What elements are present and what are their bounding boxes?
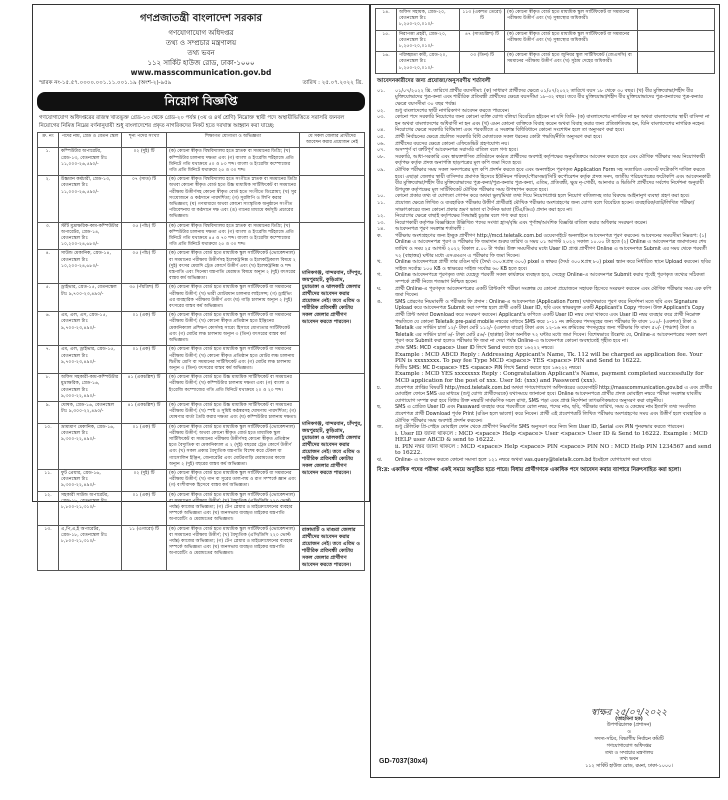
row-post: এ,পি,এ,ই অপারেটর, গ্রেড-১৮, বেতনস্কেল টাঃ ৮,৮০০-২১,৩১০/- <box>59 525 122 570</box>
condition-text: Example : MCD YES xxxxxxxx Reply : Congratulation Applicant's Name, payment completed successfully for MCD application for the post of xxx. User Id: (xxx) and Password (xxx). <box>395 371 704 384</box>
row-count: ০২ (দুই) টি <box>122 469 167 491</box>
department-name: গণযোগাযোগ অধিদপ্তর <box>168 29 234 37</box>
condition-item <box>377 259 713 272</box>
signatory-name: (তাহমিনা হক) <box>615 716 643 722</box>
condition-text: SMS এ প্রেরিত User ID এবং Passward ব্যবহার করে পরবর্তীতে রোল নম্বর, পদের নাম, ছবি, পরীক্ষার তারিখ, সময় ও কেন্দ্রের নাম ইত্যাদি তথ্য সংবলিত প্রবেশপত্র প্রার্থী Download পূর্বক Print (রঙিন হলে ভালো) করে নিবেন। প্রার্থী এই প্রবেশপত্রটি লিখিত পরীক্ষায় অংশগ্রহণের সময় এবং উত্তীর্ণ হলে ব্যবহারিক ও মৌখিক পরীক্ষার সময় অবশ্যই প্রদর্শন করবেন। <box>395 404 707 424</box>
row-serial: ৪. <box>38 250 59 284</box>
row-serial: ১০. <box>38 423 59 469</box>
condition-text: কোনো পদে সরকারি নিয়োগের জন্য কোনো ব্যক্তি যোগ্য বলিয়া বিবেচিত হইবেন না যদি তিনি- (ক) বাংলাদেশের নাগরিক না হন অথবা বাংলাদেশের স্থায়ী বাসিন্দা না হন অথবা বাংলাদেশের অধিবাসী না হন এবং (খ) এমন কোনো ব্যক্তিকে বিবাহ করেন অথবা বিবাহ করার জন্য প্রতিশ্রুতিবদ্ধ হন, যিনি বাংলাদেশের নাগরিক নহেন। <box>395 114 710 127</box>
condition-number: চ. <box>377 384 382 391</box>
row-serial: ১৬. <box>376 52 397 74</box>
building-name: তথ্য ভবন <box>187 49 215 57</box>
condition-number: ঙ. <box>377 298 383 305</box>
condition-text: সরকারি, আধা-সরকারি এবং স্বায়ত্তশাসিত প্রতিষ্ঠানে কর্মরত প্রার্থীদের অবশ্যই কর্তৃপক্ষের অনুমতিক্রমে আবেদন করতে হবে এবং মৌখিক পরীক্ষার সময় নিয়োগকারী কর্তৃপক্ষ কর্তৃক প্রদত্ত অনাপত্তি ছাড়পত্রের মূল কপি জমা দিতে হবে। <box>395 153 705 167</box>
condition-number: ১২. <box>377 213 385 220</box>
row-count: ০৩ (তিন) টি <box>460 52 505 74</box>
row-post: ভ্রাম্যমাণ মেকানিক, গ্রেড-১৬, বেতনস্কেল টাঃ ৯,৩০০-২২,৪৯০/- <box>59 423 122 469</box>
table-row <box>38 176 365 222</box>
table-row <box>38 525 365 570</box>
gd-code: GD-7037(30x4) <box>379 758 428 765</box>
website-url: www.masscommunication.gov.bd <box>130 68 272 77</box>
condition-number <box>377 345 395 352</box>
row-serial: ৯. <box>38 401 59 423</box>
row-post: ফুট প্রেয়ার, গ্রেড-১৬, বেতনস্কেল টাঃ ৯,৩০০-২২,৪৯০/- <box>59 469 122 491</box>
ministry-name: তথ্য ও সম্প্রচার মন্ত্রণালয় <box>165 39 237 47</box>
condition-text: Online আবেদনপত্রে পূরণকৃত তথ্য যেহেতু পরবর্তী সকল কার্যক্রমে ব্যবহৃত হবে, সেহেতু Online-এ আবেদনপত্র Submit করার পূর্বেই পূরণকৃত তথ্যের সঠিকতা সম্পর্কে প্রার্থী নিজে শতভাগ নিশ্চিত হবেন। <box>395 272 705 286</box>
condition-number: ১৩. <box>377 219 385 226</box>
row-count: ০১ (এক) টি <box>122 491 167 525</box>
table-row <box>376 52 715 74</box>
condition-item <box>377 167 713 193</box>
condition-number: ঝ. <box>377 457 383 464</box>
condition-item <box>377 88 713 108</box>
condition-number: ০৫. <box>377 133 385 140</box>
row-count: ৪১ (একচল্লিশ) টি <box>122 374 167 402</box>
condition-text: নিয়োগকারী কর্তৃপক্ষ বিজ্ঞপ্তিতে উল্লিখিত পদের সংখ্যা হ্রাস/বৃদ্ধি এবং পূর্ণাঙ্গ/আংশিক বিজ্ঞপ্তি বাতিল করার অধিকার সংরক্ষণ করেন। <box>395 219 648 226</box>
row-qualification: (ক) কোনো স্বীকৃত বিশ্ববিদ্যালয় হতে স্নাতক বা সমমানের ডিগ্রি; (খ) কম্পিউটার চালনায় দক্ষতা এবং (গ) বাংলা ও ইংরেজি শর্টহ্যান্ডে প্রতি মিনিটে গতি যথাক্রমে ৫০ ও ৮০ শব্দ। বাংলা ও ইংরেজি কম্পোজের গতি প্রতি মিনিটে যথাক্রমে ২৫ ও ৩০ শব্দ। <box>167 148 300 176</box>
row-post: ঘোষক, গ্রেড-১৬, বেতনস্কেল টাঃ ৯,৩০০-২২,৪৯০/- <box>59 401 122 423</box>
row-post: স্টাঁট মুদ্রাক্ষরিক-কাম-কম্পিউটার অপারেটর, গ্রেড-১৪, বেতনস্কেল টাঃ ১০,২০০-২৪,৬৮০/- <box>59 222 122 250</box>
condition-item <box>377 147 713 154</box>
row-empty-cell <box>638 30 715 52</box>
condition-number: ঘ. <box>377 285 382 292</box>
row-excluded-districts: মানিকগঞ্জ, বান্দরবান, চাঁদপুর, জয়পুরহাট, কুড়িগ্রাম, চুয়াডাঙ্গা ও ঝালকাঠি জেলার প্রার্থীদের আবেদন করার প্রয়োজন নেই। তবে এতিম ও শারীরিক প্রতিবন্ধী কোটায় সকল জেলার প্রার্থীগণ আবেদন করতে পারবেন। <box>300 222 365 373</box>
condition-number: ০৩. <box>377 114 385 121</box>
row-qualification: (ক) কোনো স্বীকৃত বোর্ড হতে মাধ্যমিক স্কুল সার্টিফিকেট বা সমমানের পরীক্ষায় উত্তীর্ণ; (খ) কোনো স্বীকৃত প্রতিষ্ঠান হতে ইঞ্জিনের মেকানিক্যাল প্রশিক্ষণ কোর্সসহ সারেং হিসাবে যোগ্যতার সার্টিফিকেট এবং (গ) মোটর লঞ্চ চালনায় অন্যূন ৩ (তিন) বৎসরের বাস্তব কর্ম অভিজ্ঞতা। <box>167 312 300 346</box>
condition-item <box>377 286 713 299</box>
condition-text: প্রথম SMS: MCD <space> User ID লিখে Send করতে হবে ১৬২২২ নম্বরে। <box>395 344 554 351</box>
table-header-row <box>38 133 365 148</box>
signatory-and: ও <box>627 730 631 736</box>
signature-scribble: স্বাক্ষর ২৫/০৭/২০২২ <box>590 707 668 718</box>
condition-number: খ. <box>377 259 382 266</box>
condition-number <box>377 371 395 384</box>
row-count: ০২ (দুই) টি <box>122 148 167 176</box>
row-count: ০৭ (সাত) টি <box>122 176 167 222</box>
row-serial: ৬. <box>38 312 59 346</box>
condition-item <box>377 385 713 405</box>
condition-item <box>377 404 713 424</box>
signatory-dept: গণযোগাযোগ অধিদপ্তর <box>606 743 652 749</box>
row-qualification: (ক) কোনো স্বীকৃত বোর্ড হতে জুনিয়র স্কুল সার্টিফিকেট (জেএসসি) বা সমমানের পরীক্ষায় উত্তীর্ণ এবং (খ) সুঠাম দেহের অধিকারী। <box>505 52 638 74</box>
condition-number: ১৪. <box>377 226 385 233</box>
condition-item <box>377 154 713 167</box>
signatory-address: ১১২ সার্কিট হাউজ রোড, রমনা, ঢাকা-১০০০। <box>585 764 673 770</box>
notice-right-column <box>370 4 720 778</box>
condition-text: i. User ID জানা থাকলে : MCD <space> Help <space> User <space> User ID & Send to 16222. Example : MCD HELP user ABCD & send to 16222. <box>395 430 708 444</box>
condition-item <box>377 127 713 134</box>
row-count: ১১৩ (একশত তেরো) টি <box>460 9 505 31</box>
row-excluded-districts: মানিকগঞ্জ, বান্দরবান, চাঁদপুর, জয়পুরহাট, কুড়িগ্রাম, চুয়াডাঙ্গা ও ঝালকাঠি জেলার প্রার্থীদের আবেদন করার প্রয়োজন নেই। তবে এতিম ও শারীরিক প্রতিবন্ধী কোটায় সকল জেলার প্রার্থীগণ আবেদন করতে পারবেন। <box>300 374 365 525</box>
row-qualification: (ক) কোনো স্বীকৃত বোর্ড হতে মাধ্যমিক স্কুল সার্টিফিকেট (ভোকেশনাল) বা সমমানের পরীক্ষায় উত্তীর্ণ; (খ) বৈদ্যুতিক (এসি/ডিসি ২২০ ভোল্ট পর্যন্ত) কাজের অভিজ্ঞতা; (গ) টেপ প্লেয়ার ও মাইক্রোফোনের ব্যবহার সম্পর্কে অভিজ্ঞতা এবং (ঘ) জনসভায় ব্যবহৃত মাইকের যন্ত্রপাতি অপারেটিং ও মেরামতের অভিজ্ঞতা। <box>167 525 300 570</box>
row-empty-cell <box>300 176 365 222</box>
memo-line <box>33 77 369 90</box>
row-count: ০১ (এক) টি <box>122 423 167 469</box>
condition-number: ০১. <box>377 87 385 94</box>
condition-number: ০৯. <box>377 166 385 173</box>
signatory-designation: উপপরিচালক (প্রশাসন) <box>606 723 652 729</box>
row-qualification: (ক) কোনো স্বীকৃত বোর্ড হতে মাধ্যমিক স্কুল সার্টিফিকেট (ভোকেশনাল) পরীক্ষায় উত্তীর্ণ; অথবা কোনো স্বীকৃত বোর্ড হতে মাধ্যমিক স্কুল সার্টিফিকেট বা সমমানের পরীক্ষায় উত্তীর্ণসহ কোনো স্বীকৃত প্রতিষ্ঠান হতে বৈদ্যুতিক বা মেকানিক্যাল এ ২ (দুই) বছরের ট্রেড কোর্সে উত্তীর্ণ এবং (খ) সকল প্রকার বৈদ্যুতিক যন্ত্রপাতি বিশেষ করে টেকল বা গ্যাসোলিন ইঞ্জিন, জেনারেটর এবং মোটরগাড়ি মেরামতের কাজে অন্যূন ২ (দুই) বছরের বাস্তব কর্ম অভিজ্ঞতা। <box>167 423 300 469</box>
table-row <box>38 374 365 402</box>
table-row <box>376 9 715 31</box>
condition-text: নিয়োগের ক্ষেত্রে বাছাই কর্তৃপক্ষের সিদ্ধান্তই চূড়ান্ত বলে গণ্য করা হবে। <box>395 213 528 220</box>
signature-block <box>559 707 699 771</box>
condition-item <box>377 193 713 200</box>
row-serial: ১২. <box>38 491 59 525</box>
row-qualification: (ক) কোনো স্বীকৃত বিশ্ববিদ্যালয় হতে স্নাতক বা সমমানের ডিগ্রি; (খ) কম্পিউটার চালনায় দক্ষতা এবং (গ) বাংলা ও ইংরেজি শর্টহ্যান্ডে প্রতি মিনিটে গতি যথাক্রমে ৪৫ ও ৭০ শব্দ। বাংলা ও ইংরেজি কম্পোজের গতি প্রতি মিনিটে যথাক্রমে ২৫ ও ৩০ শব্দ। <box>167 222 300 250</box>
condition-number <box>377 444 395 457</box>
condition-text: নিয়োগের ক্ষেত্রে সরকারি বিধিমালা এবং পরবর্তীতে এ সংক্রান্ত বিধিবিধানে কোনো সংশোধন হলে তা অনুসরণ করা হবে। <box>395 127 625 134</box>
row-post: নিরাপত্তা প্রহরী, গ্রেড-২০, বেতনস্কেল টাঃ ৮,২৫০-২০,০১০/- <box>397 30 460 52</box>
signatory-committee: সদস্য-সচিব, বিভাগীয় নির্বাচন কমিটি <box>594 737 664 743</box>
row-serial: ১১. <box>38 469 59 491</box>
condition-item <box>377 457 713 464</box>
row-serial: ৩. <box>38 222 59 250</box>
row-post: সাউন্ড মেকানিক, গ্রেড-১৪, বেতনস্কেল টাঃ ১০,২০০-২৪,৬৮০/- <box>59 250 122 284</box>
condition-number <box>377 352 395 365</box>
condition-item <box>377 272 713 285</box>
conditions-list <box>371 88 719 464</box>
row-post: অফিস সহকারী-কাম-কম্পিউটার মুদ্রাক্ষরিক, গ্রেড-১৬, বেতনস্কেল টাঃ ৯,৩০০-২২,৪৯০/- <box>59 374 122 402</box>
condition-number: ছ. <box>377 404 382 411</box>
condition-item <box>377 134 713 141</box>
col-header-post: পদের নাম, গ্রেড ও বেতন স্কেল <box>59 133 122 148</box>
row-qualification: (ক) কোনো স্বীকৃত বোর্ড হতে মাধ্যমিক স্কুল সার্টিফিকেট বা সমমানের পরীক্ষায় উত্তীর্ণ; (খ) গান বা সুরের তাল-লয় ও রাগ সম্পর্কে জ্ঞান এবং (গ) বংশীবাদক হিসেবে বাস্তব কর্ম অভিজ্ঞতা। <box>167 469 300 491</box>
condition-number <box>377 431 395 444</box>
memo-number: স্মারক নং-১৫.৫৭.০০০০.০০১.১১.০০১.১৯ (অংশ-২)-৯৫৯ <box>39 80 172 86</box>
condition-item <box>377 345 713 352</box>
row-post: ড্রাইভার, গ্রেড-১৫, বেতনস্কেল টাঃ ৯,৭০০-২৩,৪৯০/- <box>59 284 122 312</box>
condition-number: ০৬. <box>377 140 385 147</box>
row-empty-cell <box>300 148 365 176</box>
condition-number: ১১. <box>377 199 385 206</box>
condition-text: SMS প্রেরণের নিয়মাবলী ও পরীক্ষার ফি প্রদান : Online-এ আবেদনপত্র (Application Form) যথাযথভাবে পূরণ করে নির্দেশনা মতে ছবি এবং Signature Upload করে আবেদনপত্র Submit করা সম্পন্ন হলে প্রার্থী একটি User ID, ছবি এবং স্বাক্ষরযুক্ত একটি Applicant's Copy পাবেন। উক্ত Applicant's Copy প্রার্থী প্রিন্ট অথবা Download করে সংরক্ষণ করবেন। Applicant's কপিতে একটি User ID নম্বর দেয়া থাকবে এবং User ID নম্বর ব্যবহার করে প্রার্থী নিম্নোক্ত পদ্ধতিতে যে কোনো Teletalk pre-paid mobile নম্বরের মাধ্যমে SMS করে ১-১১ নং ক্রমিকের পদসমূহের জন্য পরীক্ষার ফি বাবদ ১০০/- (একশত) টাকা ও Teletalk এর সার্ভিস চার্জ ১২/- টাকা মোট ১১২/- (একশত বারো) টাকা এবং ১২-১৬ নং ক্রমিকের পদসমূহের জন্য পরীক্ষার ফি বাবদ ৫০/- (পঞ্চাশ) টাকা ও Teletalk এর সার্ভিস চার্জ ৬/- টাকা মোট ৫৬/- (ছাপ্পান্ন) টাকা অনধিক ৭২ ঘন্টার মধ্যে জমা দিবেন। বিশেষভাবে উল্লেখ্য যে, Online-এ আবেদনপত্রের সকল অংশ পূরণ করে Submit করা হলেও পরীক্ষার ফি জমা না দেয়া পর্যন্ত Online-এ আবেদনপত্র কোনো অবস্থাতেই গৃহীত হবে না। <box>395 298 707 345</box>
condition-number: ০৮. <box>377 153 385 160</box>
row-count: ০৫ (পাঁচ) টি <box>122 222 167 250</box>
table-row <box>376 30 715 52</box>
row-count: ৪১ (একচল্লিশ) টি <box>122 401 167 423</box>
row-count: ৩৫ (পঁয়ত্রিশ) টি <box>122 284 167 312</box>
row-count: ৪৭ (সাতচল্লিশ) টি <box>460 30 505 52</box>
row-qualification: (ক) কোনো স্বীকৃত বোর্ড হতে উচ্চ মাধ্যমিক সার্টিফিকেট বা সমমানের পরীক্ষায় উত্তীর্ণ; (খ) স্পষ্ট ও সুমিষ্ট কণ্ঠস্বরসহ ঘোষণায় পারদর্শিতা; (গ) ঘোষণার বার্তা তৈরি করার দক্ষতা এবং (ঘ) কম্পিউটার চালনায় দক্ষতা। <box>167 401 300 423</box>
table-row <box>38 222 365 250</box>
condition-number: জ. <box>377 424 383 431</box>
row-count: ০১ (এক) টি <box>122 312 167 346</box>
row-excluded-districts: রাঙ্গামাটি ও মাগুরা জেলার প্রার্থীদের আবেদন করার প্রয়োজন নেই। তবে এতিম ও শারীরিক প্রতিবন্ধী কোটায় সকল জেলার প্রার্থীগণ আবেদন করতে পারবেন। <box>300 525 365 570</box>
condition-item <box>377 371 713 384</box>
condition-text: দ্বিতীয় SMS: MC D<space> YES <space> PIN লিখে Send করতে হবে ১৬২২২ নম্বরে। <box>395 364 582 371</box>
condition-text: শুধু বাংলাদেশের স্থায়ী নাগরিকগণ আবেদন করতে পারবেন। <box>395 107 510 114</box>
condition-text: প্রযোজ্য ক্ষেত্রে লিখিত ও ব্যবহারিক পরীক্ষায় উত্তীর্ণ প্রার্থীরাই মৌখিক পরীক্ষায় অংশগ্রহণের জন্য যোগ্য বলে বিবেচিত হবেন। ব্যবহারিক/ব্যাট/লিখিত পরীক্ষা/সাক্ষাৎকারের জন্য কোনো প্রকার ভ্রমণ ভাতা বা দৈনিক ভাতা (টিএ/ডিএ) প্রদান করা হবে না। <box>395 199 695 213</box>
row-qualification: (ক) কোনো স্বীকৃত বোর্ড হতে মাধ্যমিক স্কুল সার্টিফিকেট বা সমমানের পরীক্ষায় উত্তীর্ণ; (খ) কোনো স্বীকৃত প্রতিষ্ঠান হতে মোটর লঞ্চ চালনায় দ্বিতীয় শ্রেণি বা সমমানের সার্টিফিকেট এবং (গ) মোটর লঞ্চ চালনায় অন্যূন ৩ (তিন) বৎসরের বাস্তব কর্ম অভিজ্ঞতা। <box>167 346 300 374</box>
row-post: কম্পিউটার অপারেটর, গ্রেড-১৩, বেতনস্কেল টাঃ ১১,০০০-২৬,৫৯০/- <box>59 148 122 176</box>
condition-text: প্রার্থী নির্বাচনের ক্ষেত্রে প্রচলিত সরকারি বিধি মোতাবেক সকল ধরনের কোটা পদ্ধতি/নীতি অনুসরণ করা হবে। <box>395 133 603 140</box>
col-header-count: শূন্য পদের সংখ্যা <box>122 133 167 148</box>
row-count: ০১ (এক) টি <box>122 346 167 374</box>
condition-text: মৌখিক পরীক্ষার সময় সকল সনদপত্রের মূল কপি প্রদর্শন করতে হবে এবং অনলাইনে পূরণকৃত Application Form সহ সত্যায়িত একসেট ফটোকপি দাখিল করতে হবে। এছাড়া জেলার স্থায়ী বাসিন্দার প্রমাণক হিসেবে ইউনিয়ন পরিষদ/পৌরসভা/সিটি কর্পোরেশন কর্তৃক প্রদত্ত সনদ, জাতীয় পরিচয়পত্রের ফটোকপি এবং আবেদনকারী বীর মুক্তিযোদ্ধা/শহীদ বীর মুক্তিযোদ্ধাদের পুত্র-কন্যা/পুত্র-কন্যার পুত্র-কন্যা, এতিম, প্রতিবন্ধী, ক্ষুদ্র নৃ-গোষ্ঠী, আনসার ও ভিডিপি প্রার্থীদের সর্বশেষ নির্দেশনা অনুযায়ী উপযুক্ত কর্তৃপক্ষের মূল সার্টিফিকেট মৌখিক পরীক্ষার সময় উপস্থাপন করতে হবে। <box>395 166 711 193</box>
row-qualification: (ক) কোনো স্বীকৃত বোর্ড হতে মাধ্যমিক স্কুল সার্টিফিকেট বা সমমানের পরীক্ষায় উত্তীর্ণ এবং (খ) সুস্বাস্থ্যের অধিকারী। <box>505 30 638 52</box>
row-post: এম, এল, ড্রাইভার, গ্রেড-১৫, বেতনস্কেল টাঃ ৯,৭০০-২৩,৪৯০/- <box>59 346 122 374</box>
vacancy-table <box>37 132 365 571</box>
condition-number <box>377 365 395 372</box>
row-qualification: (ক) কোনো স্বীকৃত বোর্ড হতে মাধ্যমিক স্কুল সার্টিফিকেট (ভোকেশনাল) বা সমমানের পরীক্ষায় উত্তীর্ণ; (খ) বৈদ্যুতিক (এসি/ডিসি ২২০ ভোল্ট পর্যন্ত) কাজের অভিজ্ঞতা; (গ) টেপ প্লেয়ার ও মাইক্রোফোনের ব্যবহার সম্পর্কে অভিজ্ঞতা এবং (ঘ) জনসভায় ব্যবহৃত মাইকের যন্ত্রপাতি অপারেটিং ও মেরামতের অভিজ্ঞতা। <box>167 491 300 525</box>
row-serial: ১৫. <box>376 30 397 52</box>
government-name: গণপ্রজাতন্ত্রী বাংলাদেশ সরকার <box>140 13 262 24</box>
row-serial: ৭. <box>38 346 59 374</box>
condition-item <box>377 213 713 220</box>
condition-number: ০৭. <box>377 147 385 154</box>
condition-item <box>377 226 713 233</box>
condition-item <box>377 431 713 444</box>
footnote <box>371 464 719 478</box>
condition-text: পরীক্ষায় অংশগ্রহণের জন্য ইচ্ছুক প্রার্থীগণ http://mcd.teletalk.com.bd ওয়েবসাইটে অনলাইনে আবেদনপত্র পূরণ করবেন। আবেদনের সময়সীমা নিম্নরূপ: (১) Online এ আবেদনপত্র পূরণ ও পরীক্ষার ফি জমাদান শুরুর তারিখ ও সময় ০১ আগস্ট ২০২২ সকাল ১০.০০ টা হতে (২) Online এ আবেদনপত্র জমাদানের শেষ তারিখ ও সময় ২৫ আগস্ট ২০২২ বিকাল ৫.০০ টা পর্যন্ত। উক্ত সময়সীমার মধ্যে User ID প্রাপ্ত প্রার্থীগণ Online এ আবেদনপত্র Submit এর সময় থেকে পরবর্তী ৭২ (বাহাত্তর) ঘন্টার মধ্যে এসএমএস এ পরীক্ষার ফি জমা দিবেন। <box>395 232 707 259</box>
row-empty-cell <box>638 52 715 74</box>
row-qualification: (ক) কোনো স্বীকৃত বিশ্ববিদ্যালয় হতে সংগীতে স্নাতক বা সমমানের ডিগ্রি অথবা কোনো স্বীকৃত বোর্ড হতে উচ্চ মাধ্যমিক সার্টিফিকেট বা সমমানের পরীক্ষায় উত্তীর্ণসহ কোনো স্বীকৃত বোর্ড হতে সংগীতে ডিপ্লোমা; (খ) সুর সংযোজনে ও কণ্ঠদানে পারদর্শিতা; (গ) সুরলিপি ও লিপি করার অভিজ্ঞতা; (ঘ) গণমাধ্যমে অথবা কোনো সাংস্কৃতিক অনুষ্ঠানে সংগীত পরিবেশনায় বা কণ্ঠদানে দক্ষ এবং (ঙ) গানের মাধ্যমে কর্মসূচি প্রচারের অভিজ্ঞতা। <box>167 176 300 222</box>
condition-number: গ. <box>377 272 382 279</box>
condition-number: ১০. <box>377 193 385 200</box>
condition-text: অসম্পূর্ণ বা ত্রুটিপূর্ণ আবেদনপত্র সরাসরি বাতিল বলে গণ্য হবে। <box>395 147 518 154</box>
vacancy-table-continued <box>375 8 715 74</box>
condition-number: ০৪. <box>377 127 385 134</box>
note-label: বি:দ্র: <box>377 466 390 473</box>
row-qualification: (ক) কোনো স্বীকৃত বোর্ড হতে উচ্চ মাধ্যমিক সার্টিফিকেট বা সমমানের পরীক্ষায় উত্তীর্ণ; (খ) কম্পিউটার চালনায় দক্ষতা এবং (গ) বাংলা ও ইংরেজি কম্পোজের গতি প্রতি মিনিটে যথাক্রমে ২০ ও ২০ শব্দ। <box>167 374 300 402</box>
col-header-serial: ক্র. নং <box>38 133 59 148</box>
intro-paragraph: গণযোগাযোগ অধিদপ্তরের রাজস্ব খাতভুক্ত গ্রেড-১৩ থেকে গ্রেড-২০ পর্যন্ত (৩য় ও ৪র্থ শ্রেণি) নিম্নোক্ত স্থায়ী পদে অস্থায়ীভিত্তিতে সরাসরি জনবল নিয়োগের নিমিত্ত নিম্নের বর্ণনানুযায়ী শুধু বাংলাদেশের প্রকৃত নাগরিকদের নিকট হতে দরখাস্ত আহ্বান করা যাচ্ছে: <box>39 115 345 129</box>
condition-number: ক. <box>377 232 382 239</box>
condition-text: ০১/০৭/২০২২ খ্রি. তারিখে প্রার্থীর বয়সসীমা: (ক) সাধারণ প্রার্থীদের ক্ষেত্রে ০১/০৭/২০২২ তারিখে বয়স ১৮ থেকে ৩০ বছর। (খ) বীর মুক্তিযোদ্ধা/শহীদ বীর মুক্তিযোদ্ধাদের পুত্র-কন্যা এবং শারীরিক প্রতিবন্ধী প্রার্থীদের ক্ষেত্রে বয়সসীমা ১৮-৩২ বছর। তবে বীর মুক্তিযোদ্ধা/শহীদ বীর মুক্তিযোদ্ধাদের পুত্র-কন্যাদের পুত্র-কন্যার ক্ষেত্রে বয়সসীমা ৩০ বছর পর্যন্ত। <box>395 87 703 108</box>
col-header-districts: যে সকল জেলার প্রার্থীদের আবেদন করার প্রয়োজন নেই <box>300 133 365 148</box>
condition-text: Example : MCD ABCD Reply : Addressing Appicant's Name, Tk. 112 will be charged as application fee. Your PIN is xxxxxxxx. To pay fee Type MCD <space> YES <space> PIN and Send to 16222. <box>395 351 703 365</box>
row-serial: ১৪. <box>376 9 397 31</box>
col-header-qualification: শিক্ষাগত যোগ্যতা ও অভিজ্ঞতা <box>167 133 300 148</box>
row-count: ০৫ (পাঁচ) টি <box>122 250 167 284</box>
row-post: অফিস সহায়ক, গ্রেড-২০, বেতনস্কেল টাঃ ৮,২৫০-২০,০১০/- <box>397 9 460 31</box>
row-post: পরিচ্ছন্নতা কর্মী, গ্রেড-২০, বেতনস্কেল টাঃ ৮,২৫০-২০,০১০/- <box>397 52 460 74</box>
notice-title-banner: নিয়োগ বিজ্ঞপ্তি <box>37 92 365 111</box>
row-serial: ৫. <box>38 284 59 312</box>
condition-text: আবেদনপত্র পূরণ সংক্রান্ত শর্তাবলী : <box>395 226 465 233</box>
conditions-title: আবেদনকারীদের জন্য প্রযোজ্য/অনুসরণীয় শর্তাবলী <box>377 77 491 84</box>
condition-item <box>377 365 713 372</box>
table-row <box>38 148 365 176</box>
row-qualification: (ক) কোনো স্বীকৃত বোর্ড হতে মাধ্যমিক স্কুল সার্টিফিকেট বা সমমানের পরীক্ষায় উত্তীর্ণ; (খ) ভারী মোটরযান চালনার লাইসেন্স; (গ) ড্রাইভিং এর ব্যবহারিক পরীক্ষায় উত্তীর্ণ এবং (ঘ) গাড়ি চালনায় অন্যূন ২ (দুই) বৎসরের বাস্তব কর্ম অভিজ্ঞতা। <box>167 284 300 312</box>
signatory-building: তথ্য ভবন <box>619 757 639 763</box>
signatory-ministry: তথ্য ও সম্প্রচার মন্ত্রণালয় <box>604 750 654 756</box>
row-qualification: (ক) কোনো স্বীকৃত বোর্ড হতে মাধ্যমিক স্কুল সার্টিফিকেট (ভোকেশনাল) বা সমমানের পরীক্ষায় উত্তীর্ণসহ ইলেকট্রনিক্স ও ইলেকট্রিক্যাল বিষয়ে ২ (দুই) বৎসর মেয়াদি ট্রেড কোর্সে উত্তীর্ণ এবং (খ) ইলেকট্রনিক্স ও শব্দ যন্ত্রপাতি এবং সিনেমা যন্ত্রপাতি মেরামত বিষয়ে অন্যূন ২ (দুই) বৎসরের বাস্তব কর্ম অভিজ্ঞতা। <box>167 250 300 284</box>
condition-text: ii. PIN নম্বর জানা থাকলে : MCD <space> Help <space> PIN <space> PIN NO : MCD Help PIN 1234567 and send to 16222. <box>395 443 712 457</box>
row-post: উচ্চমান কর্মচারী, গ্রেড-১৩, বেতনস্কেল টাঃ ১১,০০০-২৬,৫৯০/- <box>59 176 122 222</box>
condition-text: প্রবেশপত্র প্রাপ্তির বিষয়টি http://mcd.teletalk.com.bd অথবা গণযোগাযোগ অধিদপ্তরের ওয়েবসাইট http://masscommunication.gov.bd এ এবং প্রার্থীর মোবাইল ফোনে SMS এর মাধ্যমে (শুধু যোগ্য প্রার্থীদেরকে) যথাসময়ে জানানো হবে। Online আবেদনপত্রে প্রার্থীর প্রদত্ত মোবাইল নম্বরে পরীক্ষা সংক্রান্ত যাবতীয় যোগাযোগ সম্পন্ন করা হবে বিধায় উক্ত নম্বরটি সার্বক্ষণিক সচল রাখা, SMS পড়া এবং প্রাপ্ত নির্দেশনা তাৎক্ষণিকভাবে অনুসরণ করা বাঞ্ছনীয়। <box>395 384 712 404</box>
condition-text: Online আবেদনপত্রে প্রার্থী তার রঙিন ছবি (দৈর্ঘ্য ৩০০×প্রস্থ ৩০০) pixel ও স্বাক্ষর (দৈর্ঘ্য ৩০০×প্রস্থ ৮০) pixel স্ক্যান করে নির্ধারিত স্থানে Upload করবেন। ছবির সাইজ সর্বোচ্চ ১০০ KB ও স্বাক্ষরের সাইজ সর্বোচ্চ ৬০ KB হতে হবে। <box>395 259 711 272</box>
row-count: ১১ (এগারো) টি <box>122 525 167 570</box>
row-serial: ৮. <box>38 374 59 402</box>
condition-text: শুধু টেলিটক প্রি-পেইড মোবাইল ফোন থেকে প্রার্থীগণ নিম্নবর্ণিত SMS অনুসরণ করে নিজ নিজ User ID, Serial এবং PIN পুনরুদ্ধার করতে পারবেন। <box>395 424 685 431</box>
row-qualification: (ক) কোনো স্বীকৃত বোর্ড হতে মাধ্যমিক স্কুল সার্টিফিকেট বা সমমানের পরীক্ষায় উত্তীর্ণ এবং (খ) সুস্বাস্থ্যের অধিকারী। <box>505 9 638 31</box>
condition-item <box>377 233 713 259</box>
condition-number: ০২. <box>377 107 385 114</box>
row-serial: ১৩. <box>38 525 59 570</box>
office-header <box>33 11 369 77</box>
condition-item <box>377 424 713 431</box>
condition-text: কোনো প্রকার তথ্য বা যোগ্যতা গোপন করে অথবা ভুল/মিথ্যা তথ্য দিয়ে নিয়োগপ্রাপ্ত হলে নিয়োগ বাতিলসহ তার বিরুদ্ধে আইনানুগ ব্যবস্থা গ্রহণ করা হবে। <box>395 193 690 200</box>
condition-text: প্রার্থীদের বয়সের ক্ষেত্রে কোনো এফিডেভিট গ্রহণযোগ্য নয়। <box>395 140 509 147</box>
condition-item <box>377 444 713 457</box>
row-serial: ১. <box>38 148 59 176</box>
condition-item <box>377 114 713 127</box>
row-post: সহকারী সাউন্ড অপারেটর, গ্রেড-১৮, বেতনস্কেল টাঃ ৮,৮০০-২১,৩১০/- <box>59 491 122 525</box>
memo-date: তারিখ : ২৫.০৭.২০২২ খ্রি. <box>302 80 363 86</box>
condition-item <box>377 200 713 213</box>
condition-item <box>377 299 713 345</box>
condition-text: প্রার্থী Online-এ পূরণকৃত আবেদনপত্রের একটি প্রিন্টকপি পরীক্ষা সংক্রান্ত যে কোনো প্রয়োজনে সহায়ক হিসেবে সংরক্ষণ করবেন এবং মৌখিক পরীক্ষার সময় এক কপি জমা দিবেন। <box>395 285 712 299</box>
row-empty-cell <box>638 9 715 31</box>
notice-left-column <box>32 4 370 568</box>
condition-item <box>377 352 713 365</box>
note-text: একাধিক পদের পরীক্ষা একই সময়ে অনুষ্ঠিত হতে পারে। বিধায় প্রার্থীগণকে একাধিক পদে আবেদন করার ব্যাপারে নিরুৎসাহিত করা হলো। <box>391 466 682 473</box>
row-serial: ২. <box>38 176 59 222</box>
condition-text: Online- এ আবেদন করতে কোনো সমস্যা হলে ১২১ নম্বরে অথবা vas.query@teletalk.com.bd ইমেইলে যোগাযোগ করা যাবে। <box>395 457 652 464</box>
office-address: ১১২ সার্কিট হাউজ রোড, ঢাকা-১০০০ <box>147 59 255 67</box>
row-post: এম, এল, এস, গ্রেড-১৫, বেতনস্কেল টাঃ ৯,৭০০-২৩,৪৯০/- <box>59 312 122 346</box>
